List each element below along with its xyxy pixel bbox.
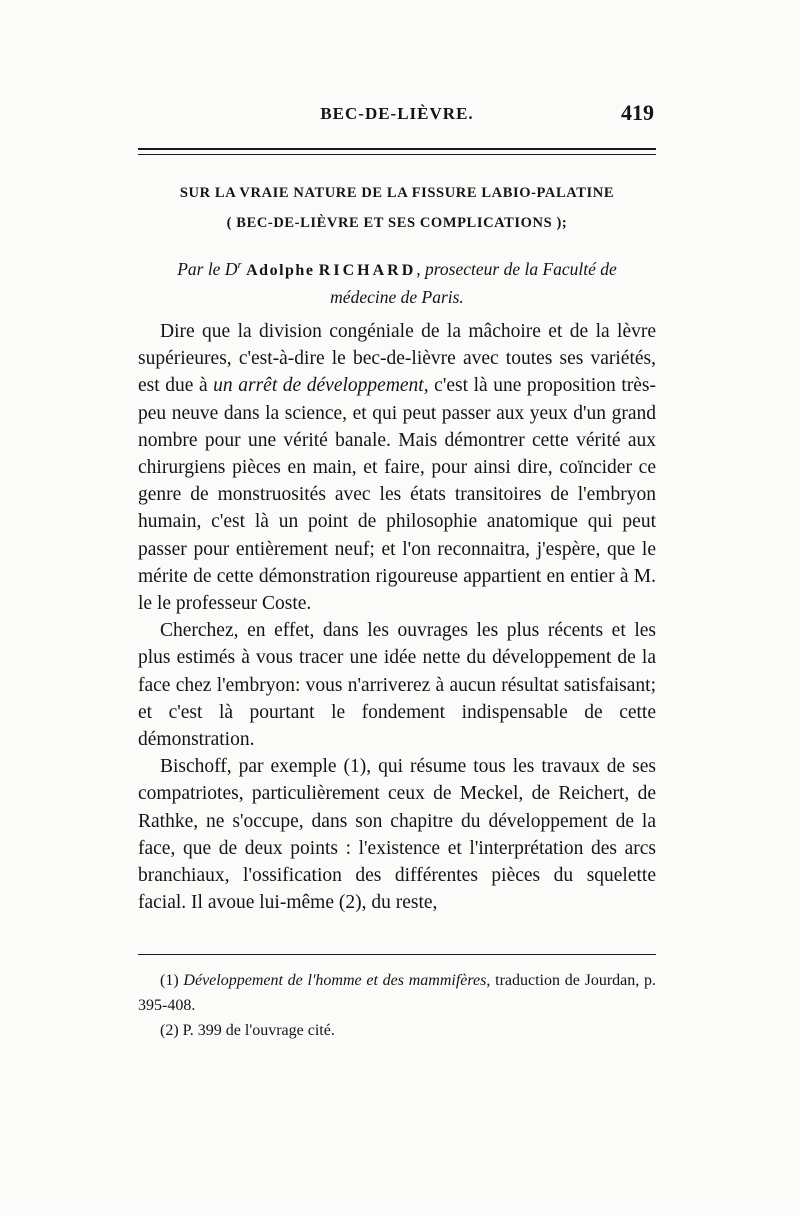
author-first-name: Adolphe (246, 261, 315, 279)
footnote-1-rest: , traduction de Jourdan, p. 395-408. (138, 972, 657, 1014)
paragraph-1 (138, 318, 656, 617)
running-head (138, 100, 656, 130)
paragraph-2: Cherchez, en effet, dans les ouvrages les plus récents et les plus estimés à vous tracer une idée nette du développement de la face chez l'embryon: vous n'arriverez à aucun résultat satisfaisant; et c'est là pourtant le fondement indispensable de cette démonstration. (138, 620, 656, 751)
footnote-2: (2) P. 399 de l'ouvrage cité. (160, 1022, 335, 1039)
author-last-name: RICHARD (318, 261, 417, 279)
footnote-1 (138, 968, 656, 1018)
running-head-title: BEC-DE-LIÈVRE. (320, 104, 474, 123)
footnote-1-mark: (1) (160, 972, 184, 989)
article-title-line2: ( BEC-DE-LIÈVRE ET SES COMPLICATIONS ); (226, 215, 568, 231)
article-title-line1: SUR LA VRAIE NATURE DE LA FISSURE LABIO-PALATINE (179, 185, 615, 201)
paragraph-1-emphasis: un arrêt de développement (213, 375, 424, 397)
article-title (138, 178, 656, 238)
byline-line2: médecine de Paris. (330, 286, 464, 307)
byline-sup: r (237, 259, 242, 271)
byline (138, 252, 656, 310)
header-rule-thin (138, 154, 656, 155)
byline-suffix: , prosecteur de la Faculté de (416, 258, 617, 279)
page-number: 419 (621, 100, 654, 125)
paragraph-3: Bischoff, par exemple (1), qui résume tous les travaux de ses compatriotes, particulièrement ceux de Meckel, de Reichert, de Rathke, ne s'occupe, dans son chapitre du développement de la face, que de deux points : l'existence et l'interprétation des arcs branchiaux, l'ossification des différentes pièces du squelette facial. Il avoue lui-même (2), du reste, (138, 756, 656, 914)
footnote-rule (138, 954, 656, 955)
footnote-1-title: Développement de l'homme et des mammifères (183, 972, 487, 989)
header-rule-thick (138, 148, 656, 150)
paragraph-1-part-a: Dire que la division congéniale de la mâchoire et de la lèvre supérieures, c'est-à-dire le bec-de-lièvre avec toutes ses variétés, est due à (138, 321, 656, 397)
byline-prefix: Par le D (177, 258, 238, 279)
body-text (138, 318, 656, 916)
paragraph-1-part-b: , c'est là une proposition très-peu neuve dans la science, et qui peut passer aux yeux d'un grand nombre pour une vérité banale. Mais démontrer cette vérité aux chirurgiens pièces en main, et faire, pour ainsi dire, coïncider ce genre de monstruosités avec les états transitoires de l'embryon humain, c'est là un point de philosophie anatomique qui peut passer pour entièrement neuf; et l'on reconnaitra, j'espère, que le mérite de cette démonstration rigoureuse appartient en entier à M. le le professeur Coste. (138, 375, 656, 615)
footnotes (138, 968, 656, 1043)
